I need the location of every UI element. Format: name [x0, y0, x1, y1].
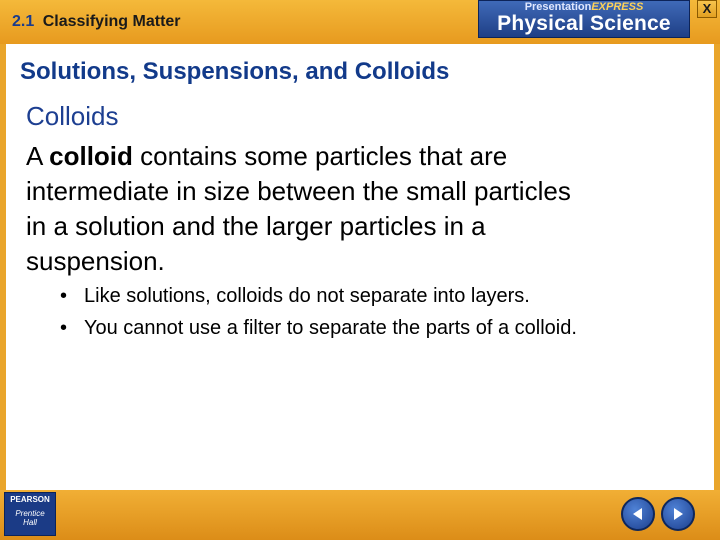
- next-arrow-icon: [670, 506, 686, 522]
- next-slide-button[interactable]: [661, 497, 695, 531]
- bullet-text: You cannot use a filter to separate the parts of a colloid.: [84, 317, 577, 339]
- pearson-logo: [4, 492, 56, 536]
- bottom-bar: [0, 490, 720, 540]
- close-button[interactable]: X: [697, 0, 717, 18]
- slide-title: Solutions, Suspensions, and Colloids: [20, 58, 450, 85]
- body-suffix: contains some particles that are intermediate in size between the small particles in a solution and the larger particles in a suspension.: [26, 141, 571, 276]
- brand-tagline-part2: EXPRESS: [591, 1, 644, 13]
- slide-subtitle: Colloids: [26, 101, 119, 131]
- bullet-item: [60, 281, 620, 311]
- bullet-list: [60, 281, 620, 345]
- previous-arrow-icon: [630, 506, 646, 522]
- section-label: [12, 13, 181, 31]
- brand-logo: [478, 0, 690, 38]
- prentice-hall-text: [5, 509, 55, 527]
- body-prefix: A: [26, 141, 50, 171]
- hall-text: Hall: [23, 518, 37, 527]
- slide-body-text: [26, 139, 586, 279]
- section-number: 2.1: [12, 13, 35, 30]
- section-title: Classifying Matter: [42, 13, 181, 30]
- brand-tagline-part1: Presentation: [524, 1, 592, 13]
- prentice-text: Prentice: [15, 509, 45, 518]
- bullet-dot-icon: •: [60, 285, 68, 307]
- top-bar: [0, 0, 720, 44]
- brand-title: Physical Science: [497, 12, 671, 35]
- previous-slide-button[interactable]: [621, 497, 655, 531]
- body-term: colloid: [49, 141, 133, 171]
- pearson-logo-text: PEARSON: [10, 495, 50, 504]
- bullet-dot-icon: •: [60, 317, 68, 339]
- bullet-item: [60, 313, 620, 343]
- bullet-text: Like solutions, colloids do not separate into layers.: [84, 285, 530, 307]
